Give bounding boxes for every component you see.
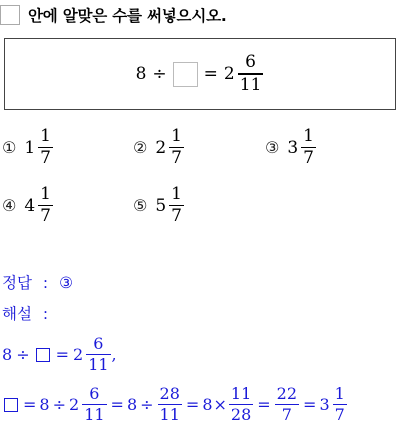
fraction-numerator: 11 — [230, 384, 252, 403]
divide-sign: ÷ — [16, 345, 30, 365]
term: 8 — [2, 345, 13, 365]
term: 8 — [39, 395, 50, 415]
problem-box — [4, 38, 396, 110]
fraction-numerator: 1 — [171, 126, 182, 146]
blank-square-icon — [4, 398, 18, 412]
choice-whole: 5 — [155, 195, 167, 216]
choice-1[interactable] — [2, 128, 54, 167]
choice-fraction — [38, 128, 53, 167]
explanation-line-1 — [2, 336, 117, 373]
fraction-denominator: 7 — [40, 206, 51, 227]
equals-sign: = — [203, 64, 218, 84]
fraction-denominator: 11 — [159, 405, 180, 425]
mixed-whole: 2 — [69, 395, 80, 415]
fraction-numerator: 1 — [171, 184, 182, 204]
term: 8 — [126, 395, 138, 415]
fraction-numerator: 6 — [89, 384, 100, 403]
answer-colon: : — [42, 274, 49, 292]
fraction-denominator: 7 — [171, 148, 182, 169]
answer-row — [2, 271, 73, 293]
fraction-denominator: 11 — [84, 405, 105, 425]
explanation-line-2 — [2, 386, 348, 423]
choice-4[interactable] — [2, 186, 54, 225]
blank-square-icon — [36, 348, 50, 362]
choice-whole: 3 — [287, 137, 299, 158]
choice-marker: ① — [2, 138, 17, 158]
mixed-fraction — [238, 54, 264, 93]
equals-sign: = — [185, 395, 200, 415]
fraction-numerator: 22 — [276, 384, 298, 403]
explanation-colon: : — [42, 305, 49, 323]
choice-fraction — [38, 186, 53, 225]
fraction-numerator: 28 — [159, 384, 180, 403]
term: 8 — [202, 395, 213, 415]
problem-equation — [136, 54, 265, 93]
equals-sign: = — [23, 395, 37, 415]
fraction-numerator: 1 — [303, 126, 314, 146]
choice-marker: ⑤ — [133, 196, 148, 216]
multiply-sign: × — [213, 395, 227, 415]
dividend: 8 — [135, 64, 147, 84]
choice-marker: ② — [133, 138, 148, 158]
divide-sign: ÷ — [52, 395, 66, 415]
fraction-denominator: 11 — [239, 74, 262, 95]
mixed-whole: 2 — [73, 345, 84, 365]
choice-whole: 2 — [155, 137, 167, 158]
fraction-denominator: 28 — [230, 405, 252, 425]
fraction — [229, 386, 253, 423]
choice-marker: ④ — [2, 196, 17, 216]
fraction-numerator: 1 — [40, 126, 51, 146]
fraction-numerator: 6 — [93, 334, 104, 353]
fraction-denominator: 7 — [303, 148, 314, 169]
divide-sign: ÷ — [140, 395, 154, 415]
fraction-numerator: 1 — [334, 384, 345, 403]
fraction — [158, 386, 182, 423]
explanation-label: 해설 — [2, 305, 32, 323]
blank-box-icon — [0, 5, 20, 25]
choice-3[interactable] — [265, 128, 317, 167]
mixed-whole: 3 — [319, 395, 330, 415]
comma: , — [111, 345, 117, 365]
fraction — [333, 386, 347, 423]
question-instruction: 안에 알맞은 수를 써넣으시오. — [28, 7, 227, 25]
equals-sign: = — [110, 395, 124, 415]
answer-label: 정답 — [2, 274, 32, 292]
fraction-numerator: 1 — [40, 184, 51, 204]
equals-sign: = — [303, 395, 317, 415]
mixed-whole: 2 — [223, 64, 235, 84]
equals-sign: = — [55, 345, 69, 365]
explanation-row — [2, 302, 48, 324]
choice-marker: ③ — [265, 138, 280, 158]
fraction-numerator: 6 — [245, 52, 256, 73]
answer-value: ③ — [59, 274, 73, 292]
divide-sign: ÷ — [152, 64, 167, 84]
question-header — [0, 2, 227, 28]
choice-whole: 4 — [24, 195, 36, 216]
fraction-denominator: 7 — [281, 405, 292, 425]
fraction — [275, 386, 299, 423]
fraction-denominator: 7 — [40, 148, 51, 169]
fraction — [82, 386, 106, 423]
choice-2[interactable] — [133, 128, 185, 167]
fraction-denominator: 11 — [88, 355, 109, 375]
choice-5[interactable] — [133, 186, 185, 225]
choice-fraction — [169, 128, 184, 167]
mixed-fraction — [86, 336, 110, 373]
fraction-denominator: 7 — [171, 206, 182, 227]
choice-whole: 1 — [24, 137, 36, 158]
equals-sign: = — [257, 395, 271, 415]
choice-fraction — [301, 128, 316, 167]
answer-blank[interactable] — [173, 62, 198, 87]
fraction-denominator: 7 — [334, 405, 345, 425]
choice-fraction — [169, 186, 184, 225]
